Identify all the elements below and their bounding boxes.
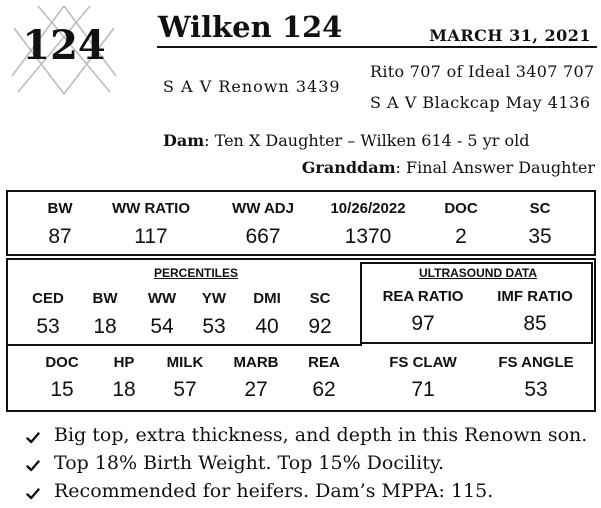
granddam-label: Granddam [301, 158, 396, 177]
percentile-value: 40 [255, 315, 279, 338]
percentile-value: 27 [244, 378, 268, 401]
birth-date: MARCH 31, 2021 [429, 26, 591, 45]
percentile-value: 62 [312, 378, 336, 401]
percentile-header: HP [113, 354, 135, 371]
percentile-value: 57 [173, 378, 197, 401]
dam-label: Dam [163, 131, 205, 150]
header-divider [157, 46, 597, 48]
performance-box [6, 190, 596, 256]
percentile-header: WW [147, 290, 177, 307]
percentile-value: 53 [36, 315, 60, 338]
list-item-text: Big top, extra thickness, and depth in this Renown son. [54, 424, 588, 446]
stat-value: 117 [134, 225, 168, 248]
dam-line [163, 131, 529, 150]
stat-header: BW [47, 200, 73, 217]
foot-score-header: FS CLAW [389, 354, 457, 371]
percentile-value: 18 [93, 315, 117, 338]
percentile-header: DOC [45, 354, 79, 371]
percentile-header: MILK [166, 354, 204, 371]
granddam-line [302, 158, 595, 177]
percentile-value: 18 [112, 378, 136, 401]
stat-header: 10/26/2022 [330, 200, 406, 217]
percentile-header: REA [308, 354, 340, 371]
ultrasound-header: REA RATIO [382, 288, 464, 305]
checkmark-icon [26, 459, 40, 473]
percentile-value: 53 [202, 315, 226, 338]
stat-header: SC [529, 200, 551, 217]
percentile-value: 92 [308, 315, 332, 338]
percentile-divider [6, 344, 362, 346]
stat-value: 667 [245, 225, 281, 248]
foot-score-value: 71 [411, 378, 435, 401]
ultrasound-header: IMF RATIO [497, 288, 573, 305]
lot-number: 124 [22, 22, 106, 69]
percentile-header: MARB [233, 354, 279, 371]
animal-name: Wilken 124 [158, 10, 343, 44]
ultrasound-value: 97 [411, 312, 435, 335]
lot-badge [8, 4, 120, 96]
stat-value: 1370 [344, 225, 392, 248]
granddam-value: : Final Answer Daughter [395, 158, 595, 177]
percentile-header: CED [32, 290, 64, 307]
sire-sire: Rito 707 of Ideal 3407 707 [370, 62, 595, 81]
percentile-header: YW [201, 290, 227, 307]
list-item-text: Recommended for heifers. Dam’s MPPA: 115. [54, 480, 494, 502]
percentile-header: BW [92, 290, 118, 307]
percentiles-title: PERCENTILES [153, 266, 239, 280]
percentile-value: 15 [50, 378, 74, 401]
stat-header: DOC [444, 200, 478, 217]
checkmark-icon [26, 431, 40, 445]
ultrasound-title: ULTRASOUND DATA [419, 266, 537, 280]
checkmark-icon [26, 487, 40, 501]
stat-header: WW RATIO [111, 200, 191, 217]
ultrasound-value: 85 [523, 312, 547, 335]
sire: S A V Renown 3439 [163, 77, 341, 96]
stat-value: 87 [48, 225, 72, 248]
percentile-value: 54 [150, 315, 174, 338]
stat-value: 35 [528, 225, 552, 248]
foot-score-value: 53 [524, 378, 548, 401]
list-item-text: Top 18% Birth Weight. Top 15% Docility. [54, 452, 445, 474]
foot-score-header: FS ANGLE [498, 354, 574, 371]
dam-value: : Ten X Daughter – Wilken 614 - 5 yr old [204, 131, 530, 150]
stat-value: 2 [455, 225, 467, 248]
percentile-header: SC [309, 290, 331, 307]
sire-dam: S A V Blackcap May 4136 [370, 93, 591, 112]
stat-header: WW ADJ [232, 200, 294, 217]
percentile-header: DMI [253, 290, 281, 307]
